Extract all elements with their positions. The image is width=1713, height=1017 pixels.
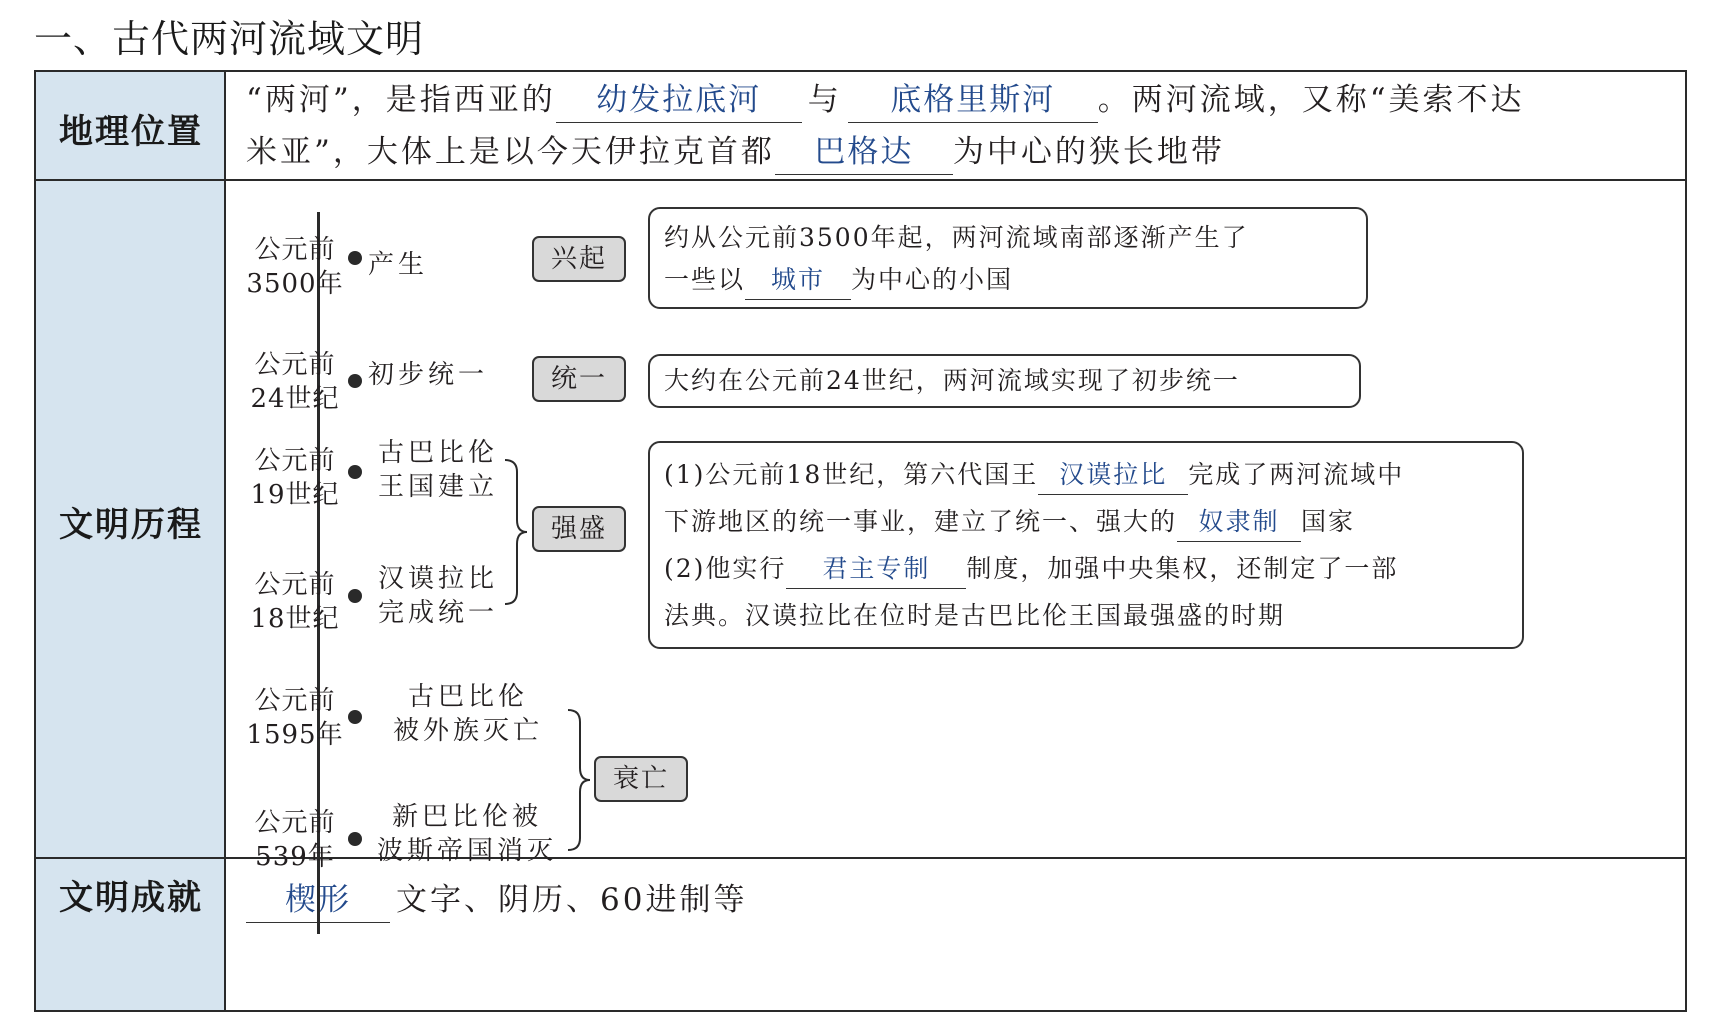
label-geo: 地理位置 (59, 112, 203, 152)
timeline-event: 新巴比伦被 波斯帝国消灭 (376, 802, 557, 866)
timeline-event: 初步统一 (368, 360, 489, 390)
note-rise: 约从公元前3500年起，两河流域南部逐渐产生了 一些以 城市 为中心的小国 (648, 207, 1368, 309)
stage-rise: 兴起 (532, 236, 626, 282)
answer-euphrates: 幼发拉底河 (596, 82, 762, 118)
geo-line-1: “两河”，是指西亚的 幼发拉底河 与 底格里斯河 。两河流域，又称“美索不达 (246, 72, 1669, 128)
stage-decline: 衰亡 (594, 756, 688, 802)
timeline-event: 古巴比伦 王国建立 (377, 438, 498, 502)
timeline-dot (348, 251, 362, 265)
timeline-date: 公元前 18世纪 (250, 570, 340, 634)
timeline-event: 古巴比伦 被外族灭亡 (392, 682, 543, 746)
timeline-date: 公元前 1595年 (246, 686, 344, 750)
timeline-dot (348, 589, 362, 603)
label-achievement: 文明成就 (59, 878, 203, 918)
timeline-dot (348, 710, 362, 724)
timeline-date: 公元前 539年 (254, 808, 336, 872)
timeline-event: 汉谟拉比 完成统一 (377, 564, 498, 628)
answer-city: 城市 (771, 265, 826, 294)
note-unify: 大约在公元前24世纪，两河流域实现了初步统一 (648, 354, 1361, 408)
answer-tigris: 底格里斯河 (890, 82, 1056, 118)
answer-baghdad: 巴格达 (814, 134, 914, 170)
answer-cuneiform: 楔形 (285, 882, 351, 918)
label-history: 文明历程 (59, 505, 203, 545)
answer-autocracy: 君主专制 (822, 554, 931, 583)
stage-unify: 统一 (532, 356, 626, 402)
timeline-date: 公元前 24世纪 (250, 350, 340, 414)
blank-autocracy (786, 550, 966, 589)
section-heading: 一、古代两河流域文明 (34, 17, 425, 61)
answer-slavery: 奴隶制 (1198, 507, 1280, 536)
answer-hammurabi: 汉谟拉比 (1059, 460, 1168, 489)
timeline-dot (348, 465, 362, 479)
timeline-event: 产生 (368, 250, 429, 280)
blank-hammurabi (1038, 456, 1188, 495)
geo-line-2: 米亚”，大体上是以今天伊拉克首都 巴格达 为中心的狭长地带 (246, 124, 1669, 180)
achievement-line: 楔形 文字、阴历、60进制等 (246, 872, 1669, 928)
timeline-dot (348, 374, 362, 388)
bracket-strong (505, 460, 527, 604)
blank-slavery (1177, 503, 1301, 542)
timeline-dot (348, 832, 362, 846)
stage-strong: 强盛 (532, 506, 626, 552)
timeline-date: 公元前 19世纪 (250, 446, 340, 510)
blank-city (745, 261, 851, 300)
note-strong: (1)公元前18世纪，第六代国王 汉谟拉比 完成了两河流域中 下游地区的统一事业，建立了统一、强大的 奴隶制 国家 (2)他实行 君主专制 制度，加强中央集权，还制定了一部 法典。汉谟拉比在位时是古巴比伦王国最强盛的时期 (648, 441, 1524, 649)
timeline-date: 公元前 3500年 (246, 235, 344, 299)
